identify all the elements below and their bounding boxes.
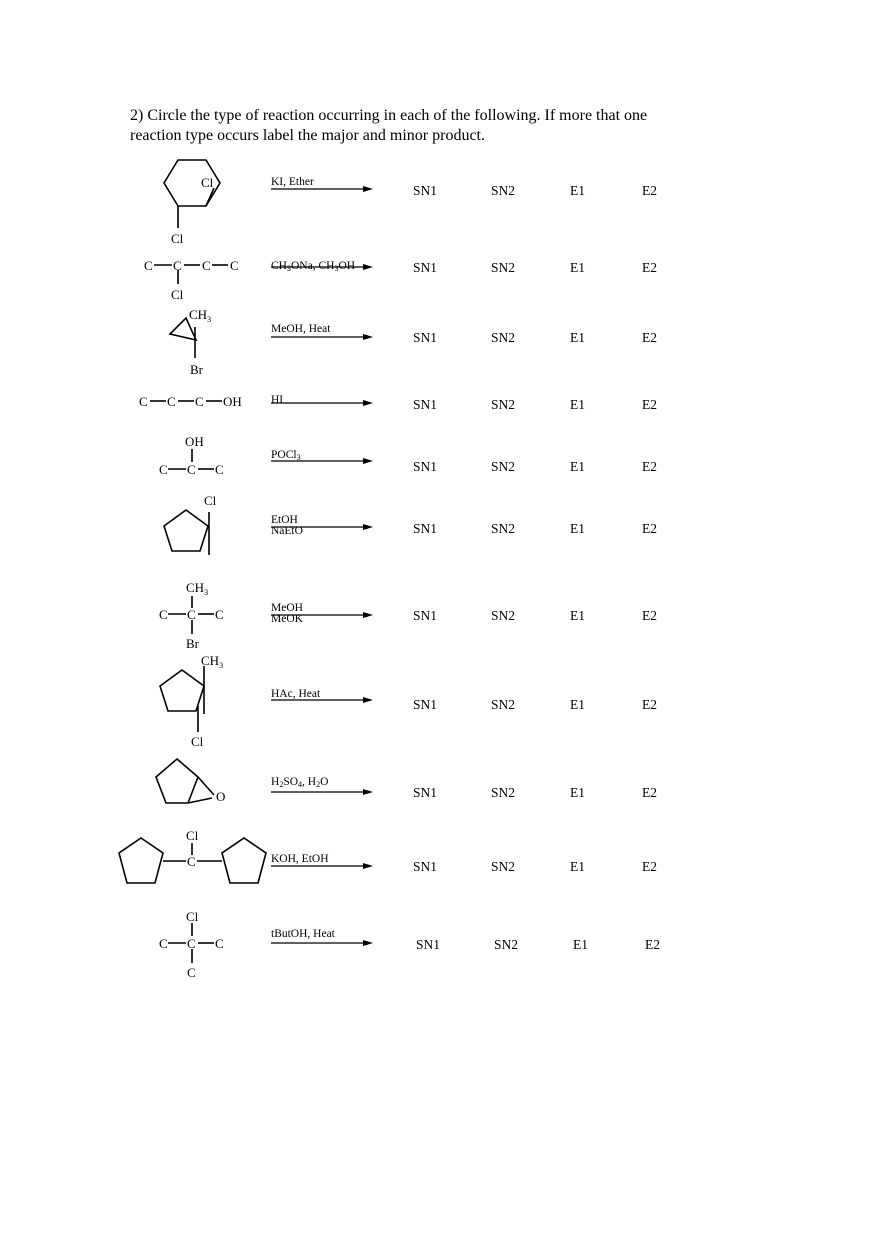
row7-option-sn2[interactable]: SN2 [491,608,516,623]
cyclopentane-ring-2 [160,670,204,711]
m6-cl-label: Cl [204,493,217,508]
row4-option-sn2[interactable]: SN2 [491,397,516,412]
row8-option-e2[interactable]: E2 [642,697,657,712]
m8-cl-label: Cl [191,734,204,749]
row1-option-sn1[interactable]: SN1 [413,183,438,198]
row2-option-e1[interactable]: E1 [570,260,585,275]
row9-option-sn1[interactable]: SN1 [413,785,438,800]
cyclopentane-epoxide-ring [156,759,198,803]
conditions-11: tButOH, Heat [271,928,335,940]
row4-option-e2[interactable]: E2 [642,397,657,412]
row11-option-sn2[interactable]: SN2 [494,937,519,952]
m7-c3-label: C [215,607,224,622]
m2-c1-label: C [144,258,153,273]
row6-option-sn1[interactable]: SN1 [413,521,438,536]
row6-option-e2[interactable]: E2 [642,521,657,536]
m2-cl-label: Cl [171,287,184,302]
row11-option-e1[interactable]: E1 [573,937,588,952]
m4-c1-label: C [139,394,148,409]
m11-cl-label: Cl [186,909,199,924]
row9-option-e1[interactable]: E1 [570,785,585,800]
row1-option-e2[interactable]: E2 [642,183,657,198]
question-line-1: 2) Circle the type of reaction occurring in each of the following. If more that one [130,107,648,124]
conditions-9: $H_2SO_4$, $H_2O$ [271,776,329,789]
row5-option-e2[interactable]: E2 [642,459,657,474]
row2-option-sn2[interactable]: SN2 [491,260,516,275]
row8-option-sn2[interactable]: SN2 [491,697,516,712]
cyclopentane-ring-right [222,838,266,883]
reaction-arrow-9 [271,787,373,797]
conditions-7: MeOH MeOK [271,602,303,625]
conditions-5: POCl$_3$ [271,449,301,462]
reaction-arrow-5 [271,456,373,466]
m2-c3-label: C [202,258,211,273]
m11-c4-label: C [187,965,196,980]
row11-option-sn1[interactable]: SN1 [416,937,441,952]
row7-option-sn1[interactable]: SN1 [413,608,438,623]
row8-option-e1[interactable]: E1 [570,697,585,712]
m4-oh-label: OH [223,394,242,409]
row9-option-sn2[interactable]: SN2 [491,785,516,800]
m5-c3-label: C [215,462,224,477]
conditions-8: HAc, Heat [271,688,321,700]
row2-option-sn1[interactable]: SN1 [413,260,438,275]
reaction-arrow-4 [271,398,373,408]
row1-option-sn2[interactable]: SN2 [491,183,516,198]
conditions-3: MeOH, Heat [271,323,331,335]
m10-cl-label: Cl [186,828,199,843]
m4-c3-label: C [195,394,204,409]
reaction-arrow-6 [271,522,373,532]
m2-c4-label: C [230,258,239,273]
m2-c2-label: C [173,258,182,273]
m7-c1-label: C [159,607,168,622]
row6-option-e1[interactable]: E1 [570,521,585,536]
row9-option-e2[interactable]: E2 [642,785,657,800]
m3-ch3-label: $CH_3$ [189,307,212,324]
conditions-4: HI [271,394,284,406]
m3-br-label: Br [190,362,203,377]
row7-option-e1[interactable]: E1 [570,608,585,623]
reaction-arrow-2 [271,262,373,272]
m5-c2-label: C [187,462,196,477]
row11-option-e2[interactable]: E2 [645,937,660,952]
m7-c2-label: C [187,607,196,622]
m7-ch3-label: $CH_3$ [186,580,209,597]
m7-br-label: Br [186,636,199,651]
cyclopentane-ring-1 [164,510,208,551]
row5-option-sn2[interactable]: SN2 [491,459,516,474]
row10-option-e1[interactable]: E1 [570,859,585,874]
row5-option-sn1[interactable]: SN1 [413,459,438,474]
m9-o-label: O [216,789,226,804]
reaction-arrow-1 [271,184,373,194]
m11-c1-label: C [159,936,168,951]
row10-option-sn1[interactable]: SN1 [413,859,438,874]
row3-option-sn2[interactable]: SN2 [491,330,516,345]
m11-c2-label: C [187,936,196,951]
conditions-10: KOH, EtOH [271,853,329,865]
reaction-arrow-10 [271,861,373,871]
m11-c3-label: C [215,936,224,951]
row3-option-e2[interactable]: E2 [642,330,657,345]
m5-oh-label: OH [185,434,204,449]
reaction-arrow-7 [271,610,373,620]
row3-option-sn1[interactable]: SN1 [413,330,438,345]
row10-option-sn2[interactable]: SN2 [491,859,516,874]
conditions-6: EtOH NaEtO [271,514,303,537]
question-line-2: reaction type occurs label the major and minor product. [130,127,485,144]
row1-option-e1[interactable]: E1 [570,183,585,198]
m1-cl-sub-label: Cl [171,231,184,246]
row6-option-sn2[interactable]: SN2 [491,521,516,536]
reaction-arrow-8 [271,695,373,705]
m5-c1-label: C [159,462,168,477]
row2-option-e2[interactable]: E2 [642,260,657,275]
cyclopentane-ring-left [119,838,163,883]
row4-option-e1[interactable]: E1 [570,397,585,412]
m1-cl-ring-label: Cl [201,175,214,190]
m10-c-label: C [187,854,196,869]
conditions-2: $CH_3ONa$, $CH_3OH$ [271,260,356,273]
row10-option-e2[interactable]: E2 [642,859,657,874]
row3-option-e1[interactable]: E1 [570,330,585,345]
reaction-arrow-11 [271,938,373,948]
row5-option-e1[interactable]: E1 [570,459,585,474]
reaction-arrow-3 [271,332,373,342]
conditions-1: KI, Ether [271,176,314,188]
row8-option-sn1[interactable]: SN1 [413,697,438,712]
row7-option-e2[interactable]: E2 [642,608,657,623]
row4-option-sn1[interactable]: SN1 [413,397,438,412]
m8-ch3-label: $CH_3$ [201,653,224,670]
m4-c2-label: C [167,394,176,409]
